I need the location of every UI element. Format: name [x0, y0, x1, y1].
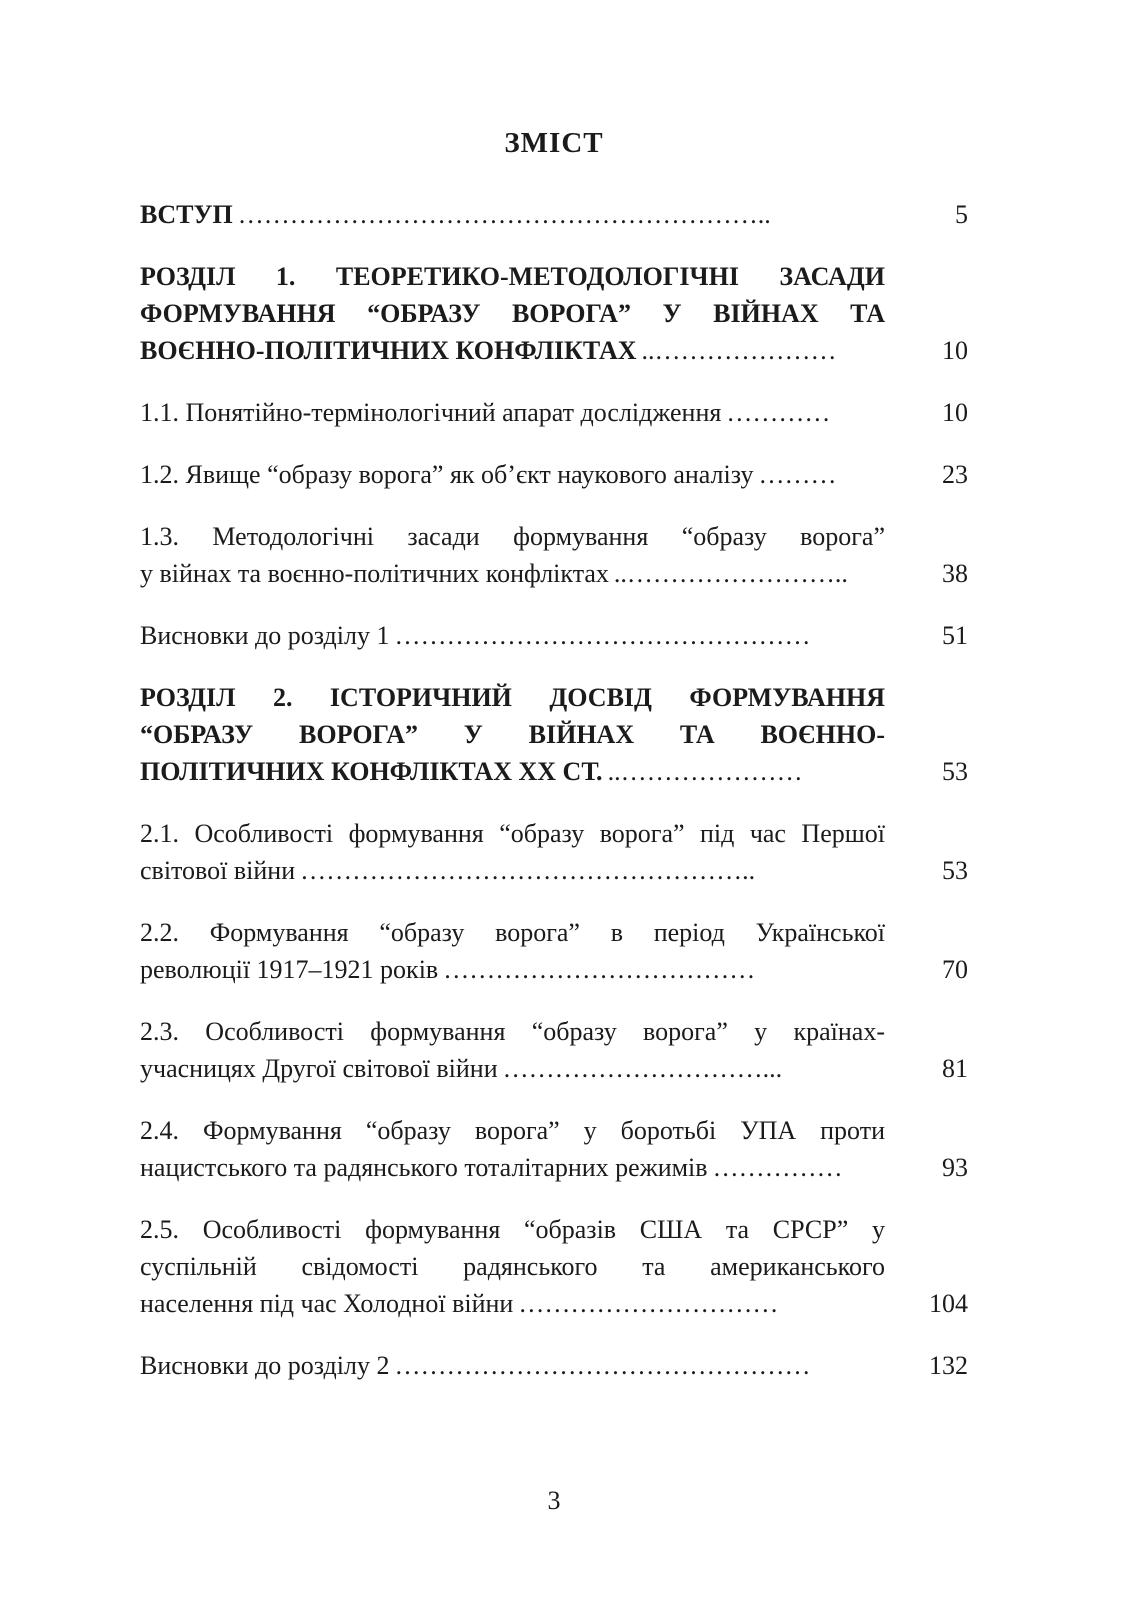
dot-leader: ………………………………………… [394, 621, 811, 650]
toc-entry-vstup [140, 196, 968, 233]
page-number: 3 [547, 1486, 561, 1515]
toc-entry-text: 1.1. Понятійно-термінологічний апарат дослідження [140, 398, 722, 427]
toc-entry-text: Висновки до розділу 2 [140, 1351, 390, 1380]
toc-entry-vysnovky-1 [140, 617, 968, 654]
dot-leader: ..…………………….. [613, 559, 848, 588]
toc-content [140, 126, 968, 1384]
dot-leader: …………………………... [502, 1054, 783, 1083]
toc-entry-text: населення під час Холодної війни [140, 1289, 514, 1318]
toc-entry-2-1 [140, 815, 968, 889]
toc-page-number: 38 [942, 559, 968, 588]
toc-entry-text: РОЗДІЛ 2. ІСТОРИЧНИЙ ДОСВІД ФОРМУВАННЯ [140, 683, 885, 712]
toc-page-number: 104 [929, 1289, 968, 1318]
dot-leader: ..………………… [641, 336, 837, 365]
toc-entry-text: Висновки до розділу 1 [140, 621, 390, 650]
toc-entry-text: 2.2. Формування “образу ворога” в період Української [140, 918, 885, 947]
toc-entry-2-2 [140, 914, 968, 988]
toc-entry-text: 1.2. Явище “образу ворога” як об’єкт наукового аналізу [140, 460, 754, 489]
toc-entry-text: 2.1. Особливості формування “образу ворога” під час Першої [140, 819, 885, 848]
toc-entry-text: ФОРМУВАННЯ “ОБРАЗУ ВОРОГА” У ВІЙНАХ ТА [140, 299, 885, 328]
toc-entry-1-1 [140, 394, 968, 431]
toc-entry-2-4 [140, 1112, 968, 1186]
toc-entry-text: “ОБРАЗУ ВОРОГА” У ВІЙНАХ ТА ВОЄННО- [140, 720, 885, 749]
toc-page-number: 53 [942, 856, 968, 885]
toc-page-number: 53 [942, 757, 968, 786]
toc-entry-rozdil-1 [140, 258, 968, 369]
toc-entry-text: учасницях Другої світової війни [140, 1054, 498, 1083]
toc-entry-text: 1.3. Методологічні засади формування “образу ворога” [140, 522, 885, 551]
toc-entry-vysnovky-2 [140, 1347, 968, 1384]
toc-entry-1-3 [140, 518, 968, 592]
toc-entry-text: 2.3. Особливості формування “образу ворога” у країнах- [140, 1017, 885, 1046]
toc-entry-text: РОЗДІЛ 1. ТЕОРЕТИКО-МЕТОДОЛОГІЧНІ ЗАСАДИ [140, 262, 885, 291]
toc-entry-text: суспільній свідомості радянського та американського [140, 1252, 885, 1281]
toc-entry-text: ВОЄННО-ПОЛІТИЧНИХ КОНФЛІКТАХ [140, 336, 637, 365]
dot-leader: …………………………………………………….. [237, 200, 771, 229]
toc-page-number: 10 [942, 336, 968, 365]
toc-entry-text: 2.5. Особливості формування “образів США та СРСР” у [140, 1215, 885, 1244]
toc-entry-rozdil-2 [140, 679, 968, 790]
toc-entry-text: у війнах та воєнно-політичних конфліктах [140, 559, 609, 588]
toc-entry-2-5 [140, 1211, 968, 1322]
toc-entry-1-2 [140, 456, 968, 493]
toc-page-number: 5 [955, 200, 968, 229]
toc-page-number: 81 [942, 1054, 968, 1083]
dot-leader: ……………………………… [443, 955, 756, 984]
toc-entry-text: революції 1917–1921 років [140, 955, 439, 984]
toc-entry-text: ПОЛІТИЧНИХ КОНФЛІКТАХ ХХ СТ. [140, 757, 603, 786]
toc-page-number: 51 [942, 621, 968, 650]
toc-entry-text: ВСТУП [140, 200, 233, 229]
page-title: ЗМІСТ [504, 127, 604, 159]
dot-leader: ……… [758, 460, 837, 489]
dot-leader: ………… [726, 398, 831, 427]
dot-leader: ………………………… [518, 1289, 779, 1318]
dot-leader: ………………………………………… [394, 1351, 811, 1380]
toc-page-number: 132 [929, 1351, 968, 1380]
toc-page-number: 93 [942, 1153, 968, 1182]
dot-leader: …………… [712, 1153, 843, 1182]
toc-entry-2-3 [140, 1013, 968, 1087]
toc-page-number: 10 [942, 398, 968, 427]
toc-page-number: 23 [942, 460, 968, 489]
toc-entry-text: 2.4. Формування “образу ворога” у боротьбі УПА проти [140, 1116, 885, 1145]
toc-entry-text: світової війни [140, 856, 296, 885]
toc-page-number: 70 [942, 955, 968, 984]
dot-leader: ..………………… [607, 757, 803, 786]
toc-entry-text: нацистського та радянського тоталітарних режимів [140, 1153, 708, 1182]
dot-leader: …………………………………………….. [300, 856, 756, 885]
